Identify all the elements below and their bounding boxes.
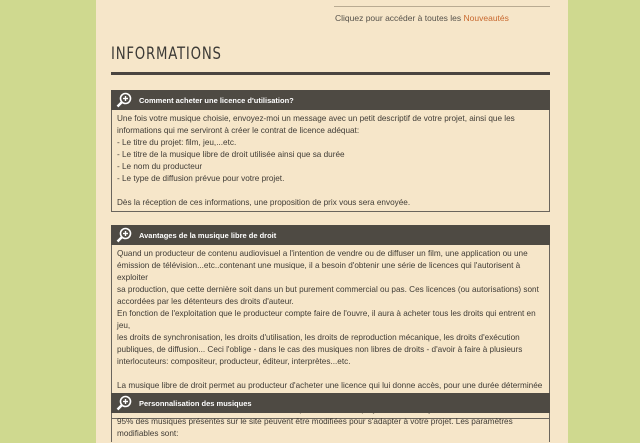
body-line: - Le titre de la musique libre de droit utilisée ainsi que sa durée bbox=[117, 150, 345, 159]
body-line: interlocuteurs: compositeur, producteur, éditeur, interprètes...etc. bbox=[117, 357, 351, 366]
news-link-prefix: Cliquez pour accéder à toutes les bbox=[335, 13, 464, 23]
body-line: publiques, de diffusion... Ceci l'oblige - dans le cas des musiques non libres de droits - d'avoir à faire à plusieurs bbox=[117, 345, 523, 354]
zoom-in-icon bbox=[115, 91, 133, 109]
section-header[interactable] bbox=[111, 225, 550, 245]
body-line: accordées par les détenteurs des droits d'auteur. bbox=[117, 297, 294, 306]
title-underline bbox=[111, 72, 550, 75]
body-line: informations qui me serviront à créer le contrat de licence adéquat: bbox=[117, 126, 360, 135]
section-licence bbox=[111, 90, 550, 212]
section-header[interactable] bbox=[111, 393, 550, 413]
body-line: - Le type de diffusion prévue pour votre projet. bbox=[117, 174, 285, 183]
body-line: émission de télévision...etc..contenant une musique, il a besoin d'obtenir une série de licences qui l'autorisent à exploiter bbox=[117, 261, 521, 282]
section-body bbox=[112, 413, 549, 442]
section-header[interactable] bbox=[111, 90, 550, 110]
body-line: - Le nom du producteur bbox=[117, 162, 203, 171]
zoom-in-icon bbox=[115, 226, 133, 244]
news-link-line bbox=[335, 13, 509, 23]
section-title: Comment acheter une licence d'utilisation? bbox=[139, 95, 294, 105]
spacer bbox=[117, 368, 544, 380]
spacer bbox=[117, 185, 544, 197]
body-line: sa production, que cette dernière soit dans un but purement commercial ou pas. Ces licences (ou autorisations) sont bbox=[117, 285, 539, 294]
body-line: 95% des musiques présentes sur le site peuvent être modifiées pour s'adapter à votre projet. Les paramètres bbox=[117, 417, 513, 426]
divider bbox=[334, 6, 550, 7]
body-line: Dès la réception de ces informations, une proposition de prix vous sera envoyée. bbox=[117, 198, 411, 207]
page-title: INFORMATIONS bbox=[111, 44, 222, 64]
body-line: Quand un producteur de contenu audiovisuel a l'intention de vendre ou de diffuser un film, une application ou une bbox=[117, 249, 528, 258]
section-title: Avantages de la musique libre de droit bbox=[139, 230, 277, 240]
section-customization bbox=[111, 393, 550, 442]
body-line: - Le titre du projet: film, jeu,...etc. bbox=[117, 138, 237, 147]
zoom-in-icon bbox=[115, 394, 133, 412]
body-line: modifiables sont: bbox=[117, 429, 179, 438]
section-advantages bbox=[111, 225, 550, 419]
body-line: les droits de synchronisation, les droits d'utilisation, les droits de reproduction mécanique, les droits d'exécution bbox=[117, 333, 520, 342]
body-line: Une fois votre musique choisie, envoyez-moi un message avec un petit descriptif de votre projet, ainsi que les bbox=[117, 114, 515, 123]
section-body bbox=[112, 110, 549, 211]
news-link[interactable]: Nouveautés bbox=[463, 13, 509, 23]
body-line: La musique libre de droit permet au producteur d'acheter une licence qui lui donne accès, pour une durée déterminée bbox=[117, 381, 543, 390]
body-line: En fonction de l'exploitation que le producteur compte faire de l'ouvre, il aura à acheter tous les droits qui entrent en jeu, bbox=[117, 309, 536, 330]
section-title: Personnalisation des musiques bbox=[139, 398, 252, 408]
